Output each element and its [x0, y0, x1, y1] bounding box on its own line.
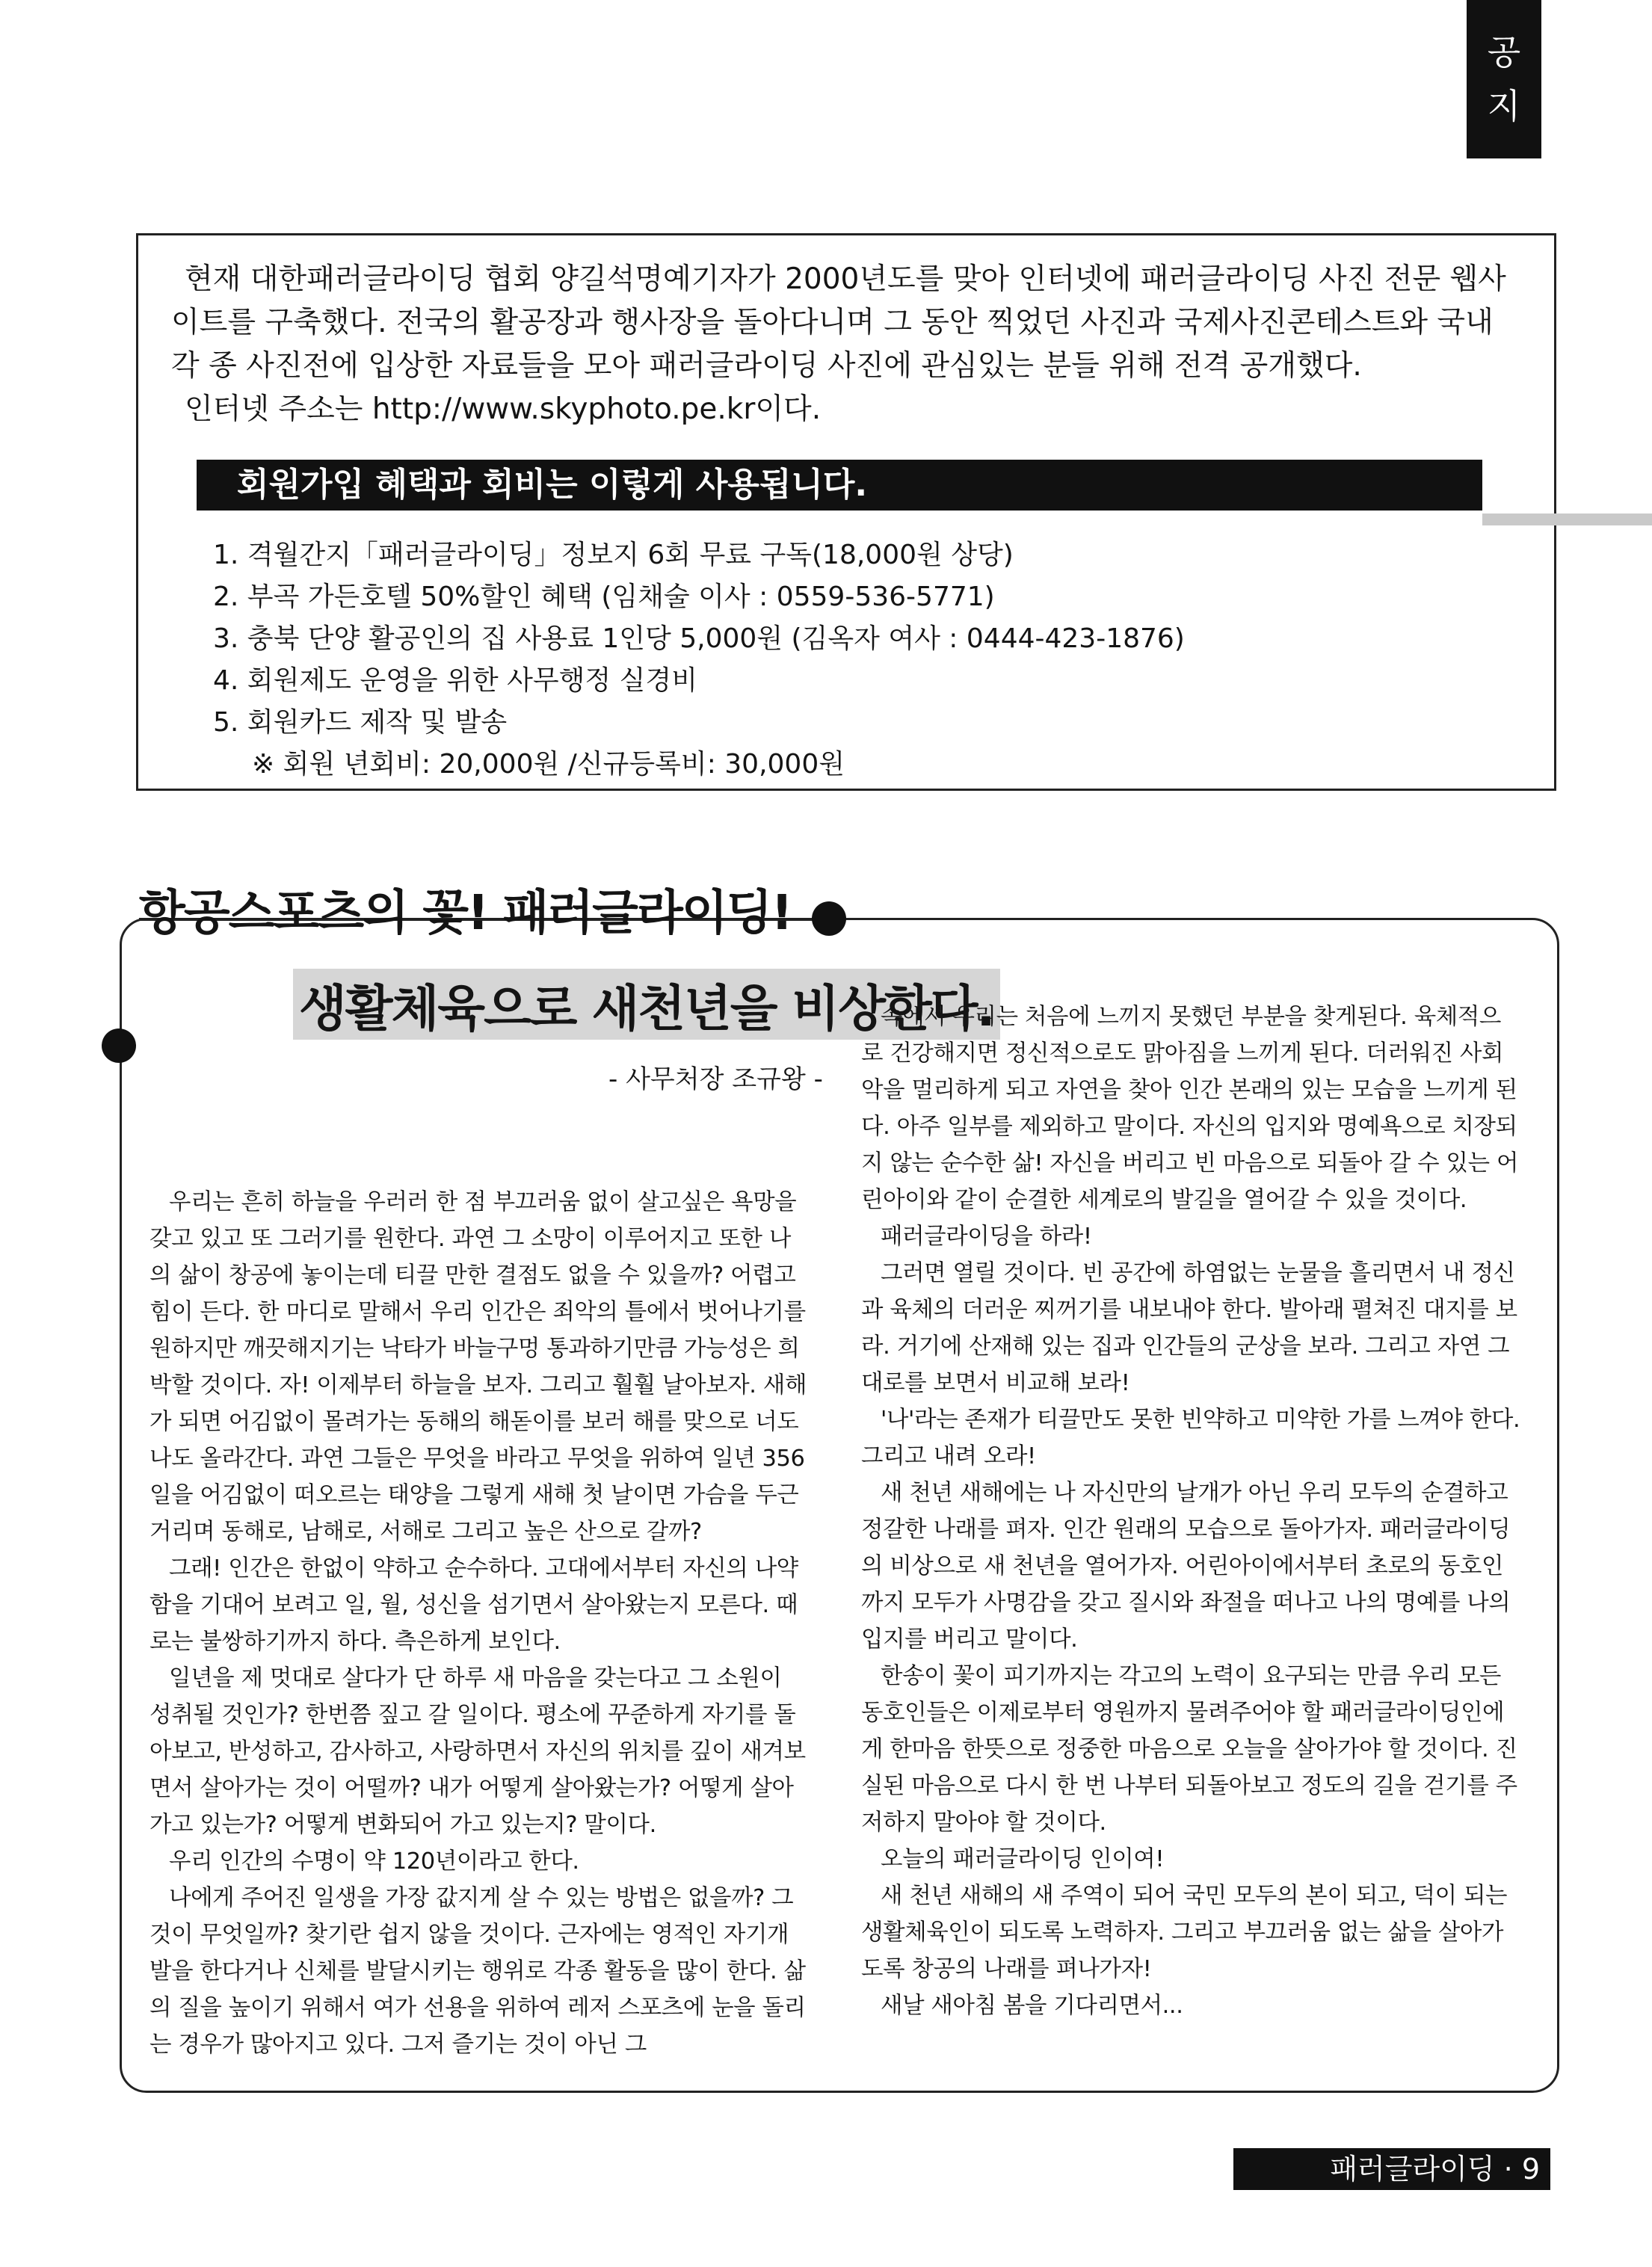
paragraph: 속에서 우리는 처음에 느끼지 못했던 부분을 찾게된다. 육체적으로 건강해지면 정신적으로도 맑아짐을 느끼게 된다. 더러워진 사회악을 멀리하게 되고 자연을 찾아 인간 본래의 있는 모습을 느끼게 된다. 아주 일부를 제외하고 말이다. 자신의 입지와 명예욕으로 치장되지 않는 순수한 삶! 자신을 버리고 빈 마음으로 되돌아 갈 수 있는 어린아이와 같이 순결한 세계로의 발길을 열어갈 수 있을 것이다. [861, 1004, 1519, 1213]
paragraph: 새날 새아침 봄을 기다리면서... [881, 1993, 1183, 2019]
section-tab [1467, 0, 1541, 158]
paragraph: 우리 인간의 수명이 약 120년이라고 한다. [169, 1848, 579, 1875]
notice-box [136, 233, 1556, 791]
paragraph: 그러면 열릴 것이다. 빈 공간에 하염없는 눈물을 흘리면서 내 정신과 육체의 더러운 찌꺼기를 내보내야 한다. 발아래 펼쳐진 대지를 보라. 거기에 산재해 있는 집과 인간들의 군상을 보라. 그리고 자연 그대로를 보면서 비교해 보라! [861, 1260, 1517, 1396]
notice-intro [171, 258, 1524, 431]
footer-magazine-name: 패러글라이딩 [1330, 2153, 1495, 2186]
fee-note: ※ 회원 년회비: 20,000원 /신규등록비: 30,000원 [252, 749, 845, 780]
benefit-item: 1. 격월간지「패러글라이딩」정보지 6회 무료 구독(18,000원 상당) [213, 540, 1014, 570]
notice-intro-url: 인터넷 주소는 http://www.skyphoto.pe.kr이다. [185, 392, 822, 426]
paragraph: 오늘의 패러글라이딩 인이여! [881, 1846, 1165, 1872]
section-tab-line2: 지 [1487, 86, 1521, 126]
paragraph: 새 천년 새해의 새 주역이 되어 국민 모두의 본이 되고, 덕이 되는 생활체육인이 되도록 노력하자. 그리고 부끄러움 없는 삶을 살아가도록 창공의 나래를 펴나가자! [861, 1883, 1508, 1982]
paragraph: '나'라는 존재가 티끌만도 못한 빈약하고 미약한 가를 느껴야 한다. 그리고 내려 오라! [861, 1407, 1520, 1469]
benefit-item: 3. 충북 단양 활공인의 집 사용료 1인당 5,000원 (김옥자 여사 : 0444-423-1876) [213, 623, 1185, 654]
article-title: 항공스포츠의 꽃! 패러글라이딩! [139, 886, 792, 941]
article-right-column [861, 999, 1522, 2024]
paragraph: 일년을 제 멋대로 살다가 단 하루 새 마음을 갖는다고 그 소원이 성취될 것인가? 한번쯤 짚고 갈 일이다. 평소에 꾸준하게 자기를 돌아보고, 반성하고, 감사하고, 사랑하면서 자신의 위치를 깊이 새겨보면서 살아가는 것이 어떨까? 내가 어떻게 살아왔는가? 어떻게 살아가고 있는가? 어떻게 변화되어 가고 있는지? 말이다. [150, 1665, 806, 1838]
page-number: · 9 [1503, 2153, 1540, 2186]
paragraph: 한송이 꽃이 피기까지는 각고의 노력이 요구되는 만큼 우리 모든 동호인들은 이제로부터 영원까지 물려주어야 할 패러글라이딩인에게 한마음 한뜻으로 정중한 마음으로 오늘을 살아가야 할 것이다. 진실된 마음으로 다시 한 번 나부터 되돌아보고 정도의 길을 걷기를 주저하지 말아야 할 것이다. [861, 1663, 1517, 1836]
benefit-item: 2. 부곡 가든호텔 50%할인 혜택 (임채술 이사 : 0559-536-5771) [213, 582, 995, 612]
benefits-list [213, 534, 1185, 786]
benefit-item: 4. 회원제도 운영을 위한 사무행정 실경비 [213, 665, 697, 696]
paragraph: 나에게 주어진 일생을 가장 값지게 살 수 있는 방법은 없을까? 그것이 무엇일까? 찾기란 쉽지 않을 것이다. 근자에는 영적인 자기개발을 한다거나 신체를 발달시키는 행위로 각종 활동을 많이 한다. 삶의 질을 높이기 위해서 여가 선용을 위하여 레저 스포츠에 눈을 돌리는 경우가 많아지고 있다. 그저 즐기는 것이 아닌 그 [150, 1885, 806, 2058]
notice-intro-paragraph: 현재 대한패러글라이딩 협회 양길석명예기자가 2000년도를 맞아 인터넷에 패러글라이딩 사진 전문 웹사이트를 구축했다. 전국의 활공장과 행사장을 돌아다니며 그 동안 찍었던 사진과 국제사진콘테스트와 국내 각 종 사진전에 입상한 자료들을 모아 패러글라이딩 사진에 관심있는 분들 위해 전격 공개했다. [171, 262, 1506, 383]
byline: - 사무처장 조규왕 - [608, 1064, 823, 1094]
decorative-dot [102, 1028, 136, 1063]
paragraph: 새 천년 새해에는 나 자신만의 날개가 아닌 우리 모두의 순결하고 정갈한 나래를 펴자. 인간 원래의 모습으로 돌아가자. 패러글라이딩의 비상으로 새 천년을 열어가자. 어린아이에서부터 초로의 동호인까지 모두가 사명감을 갖고 질시와 좌절을 떠나고 나의 명예를 나의 입지를 버리고 말이다. [861, 1480, 1511, 1653]
benefits-heading: 회원가입 혜택과 회비는 이렇게 사용됩니다. [197, 460, 1482, 511]
paragraph: 우리는 흔히 하늘을 우러러 한 점 부끄러움 없이 살고싶은 욕망을 갖고 있고 또 그러기를 원한다. 과연 그 소망이 이루어지고 또한 나의 삶이 창공에 놓이는데 티끌 만한 결점도 없을 수 있을까? 어렵고 힘이 든다. 한 마디로 말해서 우리 인간은 죄악의 틀에서 벗어나기를 원하지만 깨끗해지기는 낙타가 바늘구멍 통과하기만큼 가능성은 희박할 것이다. 자! 이제부터 하늘을 보자. 그리고 훨훨 날아보자. 새해가 되면 어김없이 몰려가는 동해의 해돋이를 보러 해를 맞으로 너도나도 올라간다. 과연 그들은 무엇을 바라고 무엇을 위하여 일년 356일을 어김없이 떠오르는 태양을 그렇게 새해 첫 날이면 가슴을 두근거리며 동해로, 남해로, 서해로 그리고 높은 산으로 갈까? [150, 1189, 807, 1545]
decorative-dot [812, 901, 846, 936]
heading-shadow [1482, 513, 1652, 525]
article-left-column [150, 1184, 807, 2063]
paragraph: 그래! 인간은 한없이 약하고 순수하다. 고대에서부터 자신의 나약함을 기대어 보려고 일, 월, 성신을 섬기면서 살아왔는지 모른다. 때로는 불쌍하기까지 하다. 측은하게 보인다. [150, 1555, 798, 1655]
benefit-item: 5. 회원카드 제작 및 발송 [213, 707, 508, 738]
article-subtitle: 생활체육으로 새천년을 비상한다. [293, 969, 1000, 1040]
section-tab-line1: 공 [1487, 32, 1521, 73]
page-footer [1233, 2148, 1550, 2190]
paragraph: 패러글라이딩을 하라! [881, 1224, 1092, 1250]
